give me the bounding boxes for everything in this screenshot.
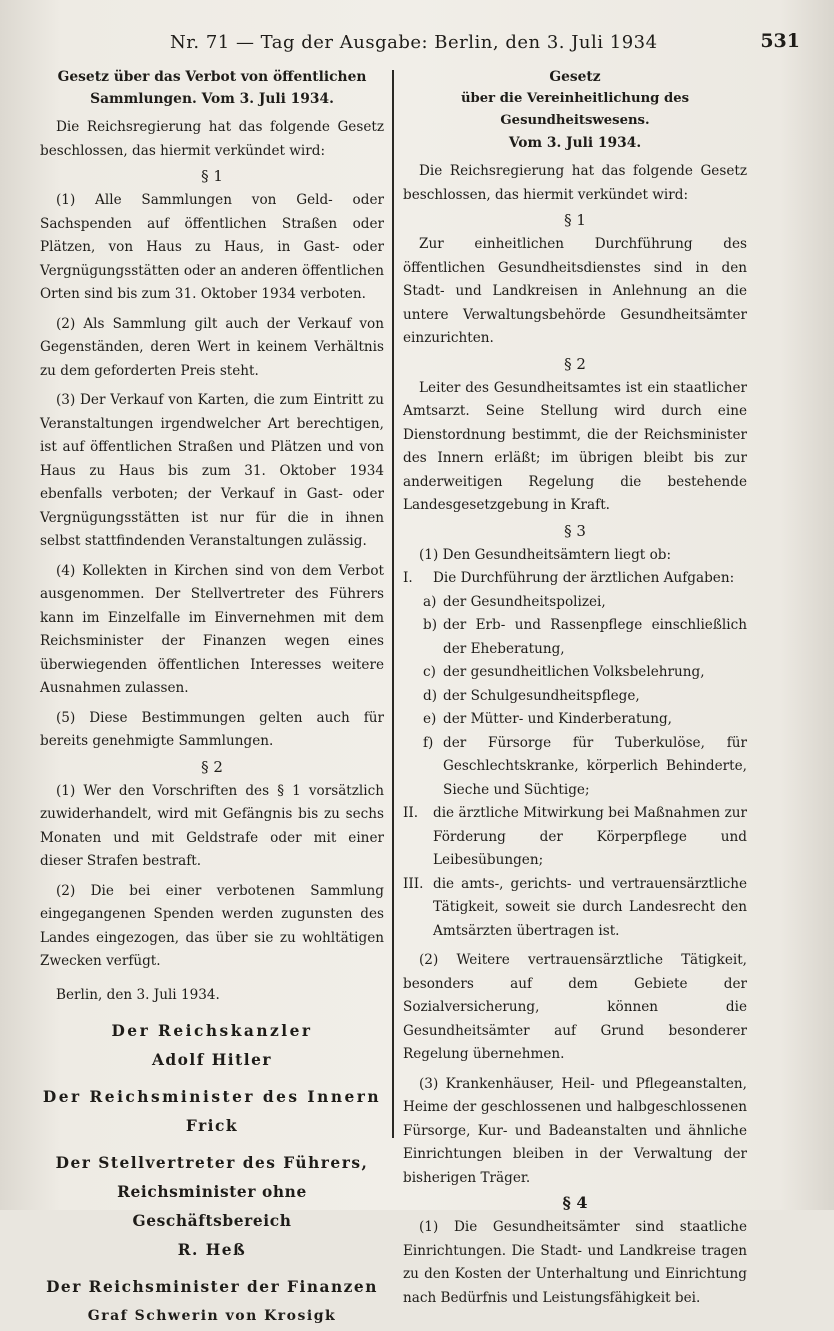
page-number: 531 <box>760 30 800 52</box>
law-paragraph: (2) Die bei einer verbotenen Sammlung eingegangenen Spenden werden zugunsten des Landes eingezogen, das über sie zu wohltätigen Zwecken verfügt. <box>40 882 384 969</box>
law-title-line: über die Vereinheitlichung des Gesundheitswesens. <box>460 91 690 128</box>
law-paragraph: Leiter des Gesundheitsamtes ist ein staatlicher Amtsarzt. Seine Stellung wird durch eine Dienstordnung bestimmt, die der Reichsminister des Innern erläßt; im übrigen bleibt bis zur anderweitigen Regelung die bestehende Landesgesetzgebung in Kraft. <box>403 379 747 513</box>
list-item-text: die amts-, gerichts- und vertrauensärztliche Tätigkeit, soweit sie durch Landesrecht den Amtsärzten übertragen ist. <box>433 875 747 939</box>
list-marker: II. <box>403 805 419 821</box>
law-paragraph: (3) Krankenhäuser, Heil- und Pflegeanstalten, Heime der geschlossenen und halbgeschlossenen Fürsorge, Kur- und Badeanstalten und ähnliche Einrichtungen bleiben in der Verwaltung der bisherigen Träger. <box>403 1075 747 1186</box>
law-paragraph: (1) Wer den Vorschriften des § 1 vorsätzlich zuwiderhandelt, wird mit Gefängnis bis zu sechs Monaten und mit Geldstrafe oder mit einer dieser Strafen bestraft. <box>40 782 384 869</box>
signatory-title: Reichsminister ohne Geschäftsbereich <box>117 1183 307 1230</box>
list-item <box>403 567 747 591</box>
section-heading: § 1 <box>201 167 223 185</box>
page-header <box>40 30 800 60</box>
law-paragraph: (1) Alle Sammlungen von Geld- oder Sachspenden auf öffentlichen Straßen oder Plätzen, von Haus zu Haus, in Gast- oder Vergnügungsstätten oder an anderen öffentlichen Orten sind bis zum 31. Oktober 1934 verboten. <box>40 192 384 302</box>
list-marker: a) <box>423 593 437 610</box>
section-heading: § 2 <box>564 354 586 373</box>
list-item-text: die ärztliche Mitwirkung bei Maßnahmen zur Förderung der Körperpflege und Leibesübungen; <box>433 805 747 868</box>
signatory-title: Der Reichsminister des Innern <box>42 1088 382 1106</box>
list-item <box>403 802 747 873</box>
list-marker: b) <box>423 617 438 633</box>
signatory-title: Der Reichskanzler <box>111 1022 313 1040</box>
law-title-line: Sammlungen. Vom 3. Juli 1934. <box>90 91 334 107</box>
signatory-title: Der Reichsminister der Finanzen <box>46 1278 378 1296</box>
law-title-line: Gesetz über das Verbot von öffentlichen <box>57 69 367 85</box>
signatory-name: Frick <box>185 1117 239 1135</box>
list-item-text: der Mütter- und Kinderberatung, <box>443 711 673 727</box>
list-item <box>403 614 747 661</box>
list-item-text: der gesundheitlichen Volksbelehrung, <box>443 664 705 680</box>
list-item-text: der Schulgesundheitspflege, <box>443 687 640 704</box>
law-paragraph: (2) Als Sammlung gilt auch der Verkauf von Gegenständen, deren Wert in keinem Verhältnis zu dem geforderten Preis steht. <box>40 315 384 379</box>
intro-paragraph: Die Reichsregierung hat das folgende Gesetz beschlossen, das hiermit verkündet wird: <box>40 119 384 159</box>
section-heading: § 2 <box>201 757 223 776</box>
list-item <box>403 661 747 685</box>
list-item <box>403 591 747 615</box>
law-paragraph: (3) Der Verkauf von Karten, die zum Eintritt zu Veranstaltungen irgendwelcher Art berechtigen, ist auf öffentlichen Straßen und Plätzen und von Haus zu Haus bis zum 31. Oktober 1934 ebenfalls verboten; der Verkauf in Gast- oder Vergnügungsstätten ist nur für die in ihnen selbst stattfindenden Veranstaltungen zulässig. <box>40 392 384 549</box>
law-paragraph: (1) Den Gesundheitsämtern liegt ob: <box>419 546 672 563</box>
law-paragraph: (2) Weitere vertrauensärztliche Tätigkeit, besonders auf dem Gebiete der Sozialversicherung, können die Gesundheitsämter auf Grund besonderer Regelung übernehmen. <box>403 952 747 1062</box>
section-heading: § 1 <box>564 211 586 229</box>
intro-paragraph: Die Reichsregierung hat das folgende Gesetz beschlossen, das hiermit verkündet wird: <box>403 163 747 203</box>
list-marker: f) <box>423 734 434 751</box>
list-item-text: der Erb- und Rassenpflege einschließlich der Eheberatung, <box>443 617 747 657</box>
list-item-text: der Gesundheitspolizei, <box>443 593 606 610</box>
section-heading: § 3 <box>564 521 586 540</box>
signatory-name: Graf Schwerin von Krosigk <box>87 1308 337 1324</box>
list-marker: d) <box>423 687 438 704</box>
law-paragraph: Zur einheitlichen Durchführung des öffentlichen Gesundheitsdienstes sind in den Stadt- und Landkreisen in Anlehnung an die untere Verwaltungsbehörde Gesundheitsämter einzurichten. <box>403 236 747 346</box>
column-divider <box>392 70 394 1138</box>
law-paragraph: (4) Kollekten in Kirchen sind von dem Verbot ausgenommen. Der Stellvertreter des Führers kann im Einzelfalle im Einvernehmen mit dem Reichsminister der Finanzen wegen eines überwiegenden öffentlichen Interesses weitere Ausnahmen zulassen. <box>40 562 384 696</box>
left-column <box>40 66 384 1331</box>
list-item <box>403 708 747 732</box>
list-marker: I. <box>403 570 413 586</box>
list-item-text: Die Durchführung der ärztlichen Aufgaben: <box>433 570 735 586</box>
list-item <box>403 873 747 944</box>
signatory-title: Der Stellvertreter des Führers, <box>55 1154 369 1172</box>
signing-date: Berlin, den 3. Juli 1934. <box>56 986 220 1003</box>
law-paragraph: (1) Die Gesundheitsämter sind staatliche Einrichtungen. Die Stadt- und Landkreise tragen zu den Kosten der Unterhaltung und Einrichtung nach Bedürfnis und Leistungsfähigkeit bei. <box>403 1219 747 1306</box>
list-marker: e) <box>423 711 437 727</box>
law-title-line: Vom 3. Juli 1934. <box>508 135 642 151</box>
section-heading: § 4 <box>562 1193 588 1212</box>
list-item-text: der Fürsorge für Tuberkulöse, für Geschlechtskranke, körperlich Behinderte, Sieche und Süchtige; <box>443 734 747 798</box>
issue-header-title: Nr. 71 — Tag der Ausgabe: Berlin, den 3. Juli 1934 <box>170 32 658 53</box>
law-title-line: Gesetz <box>549 69 601 85</box>
list-marker: III. <box>403 875 424 892</box>
duties-list <box>403 567 747 943</box>
law-paragraph: (5) Diese Bestimmungen gelten auch für bereits genehmigte Sammlungen. <box>40 709 384 749</box>
right-column <box>403 66 747 1310</box>
signatory-name: Adolf Hitler <box>151 1051 273 1069</box>
signatory-name: R. Heß <box>177 1241 247 1259</box>
list-item <box>403 685 747 709</box>
list-item <box>403 732 747 803</box>
list-marker: c) <box>423 664 436 680</box>
